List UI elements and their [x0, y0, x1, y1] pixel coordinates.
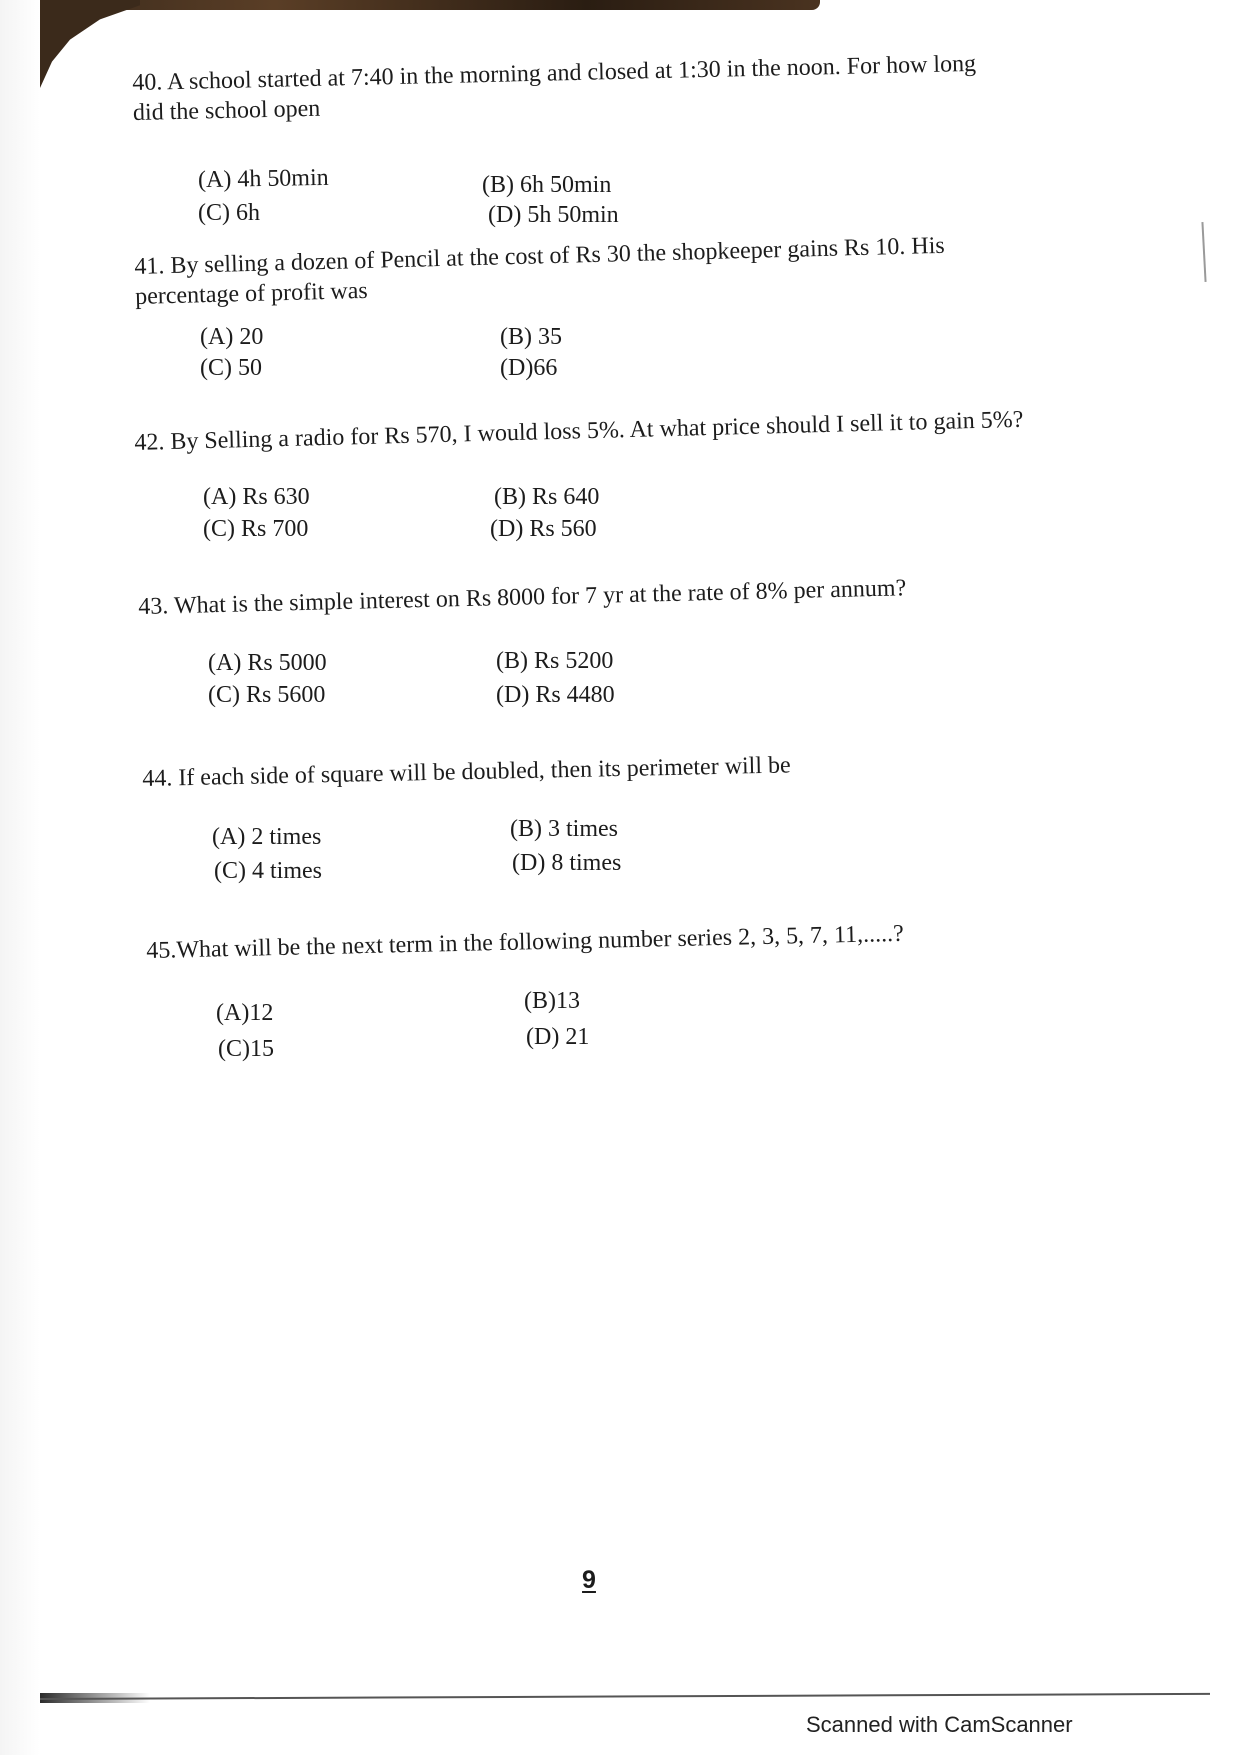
question-42: [134, 402, 1134, 458]
option-a: (A) 4h 50min: [197, 164, 329, 194]
question-text: 44. If each side of square will be doubled, then its perimeter will be: [142, 752, 791, 792]
option-b: (B) Rs 640: [494, 484, 600, 510]
left-margin-shadow: [0, 0, 40, 1755]
option-c: (C) Rs 5600: [208, 682, 326, 708]
option-d: (D) 21: [526, 1024, 590, 1050]
question-text: 43. What is the simple interest on Rs 8000 for 7 yr at the rate of 8% per annum?: [138, 575, 907, 620]
question-44: [142, 747, 942, 794]
option-b: (B) 3 times: [510, 816, 618, 842]
scanner-watermark: Scanned with CamScanner: [806, 1712, 1073, 1737]
option-a: (A) Rs 5000: [208, 650, 327, 676]
option-d: (D) Rs 4480: [496, 682, 615, 708]
option-d: (D) 5h 50min: [488, 202, 619, 228]
option-c: (C) Rs 700: [203, 516, 309, 542]
option-b: (B)13: [524, 988, 580, 1014]
question-text: 41. By selling a dozen of Pencil at the cost of Rs 30 the shopkeeper gains Rs 10. His percentage of profit was: [134, 232, 946, 310]
question-40: [132, 48, 1013, 128]
option-a: (A)12: [216, 1000, 274, 1026]
option-a: (A) 20: [200, 324, 264, 350]
option-b: (B) 6h 50min: [482, 172, 612, 198]
question-45: [146, 915, 1086, 966]
question-text: 40. A school started at 7:40 in the morning and closed at 1:30 in the noon. For how long did the school open: [132, 50, 977, 126]
bottom-edge-line: [40, 1693, 1210, 1700]
option-c: (C) 6h: [198, 200, 260, 226]
option-d: (D)66: [500, 355, 558, 381]
option-b: (B) 35: [500, 324, 562, 350]
page-number: 9: [582, 1566, 596, 1594]
question-41: [134, 230, 965, 312]
page-corner-fold: [40, 0, 140, 88]
option-c: (C)15: [218, 1036, 274, 1062]
option-a: (A) 2 times: [212, 824, 322, 850]
top-edge-band: [40, 0, 820, 10]
question-43: [138, 570, 1038, 622]
margin-scratch-mark: [1201, 222, 1206, 282]
option-a: (A) Rs 630: [203, 484, 310, 510]
option-c: (C) 50: [200, 355, 262, 381]
option-d: (D) 8 times: [512, 850, 622, 876]
option-c: (C) 4 times: [214, 858, 322, 884]
question-text: 45.What will be the next term in the following number series 2, 3, 5, 7, 11,.....?: [146, 920, 905, 964]
question-text: 42. By Selling a radio for Rs 570, I would loss 5%. At what price should I sell it to gain 5%?: [134, 406, 1024, 456]
option-b: (B) Rs 5200: [496, 648, 614, 674]
option-d: (D) Rs 560: [490, 516, 597, 542]
